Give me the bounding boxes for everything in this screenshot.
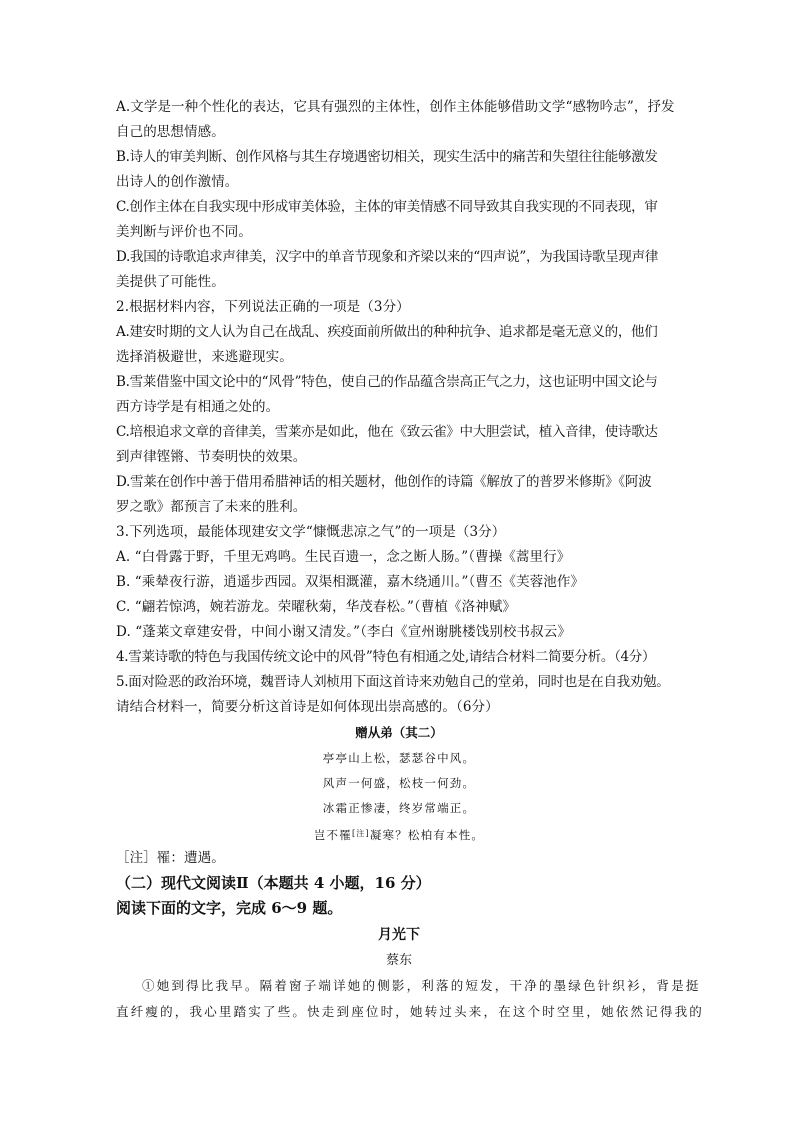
poem-line-4 <box>116 821 682 846</box>
q2-option-c-line-2: 到声律铿锵、节奏明快的效果。 <box>116 449 307 465</box>
poem-line-4-end: 凝寒？松柏有本性。 <box>369 828 485 842</box>
option-a-line-2: 自己的思想情感。 <box>116 124 225 140</box>
q2-option-b-line-2: 西方诗学是有相通之处的。 <box>116 399 280 415</box>
question-1-options <box>116 95 682 295</box>
q2-option-a-line-1: A.建安时期的文人认为自己在战乱、疾疫面前所做出的种种抗争、追求都是毫无意义的，他们 <box>116 324 658 340</box>
story-author: 蔡东 <box>385 953 412 968</box>
option-d-line-2: 美提供了可能性。 <box>116 274 225 290</box>
poem-line-2: 风声一何盛，松枝一何劲。 <box>322 776 476 790</box>
section-heading: （二）现代文阅读Ⅱ（本题共 4 小题，16 分） <box>116 874 431 892</box>
story-paragraph-1-line-2: 直纤瘦的，我心里踏实了些。快走到座位时，她转过头来，在这个时空里，她依然记得我的 <box>116 1004 705 1019</box>
q2-option-d-line-1: D.雪莱在创作中善于借用希腊神话的相关题材，他创作的诗篇《解放了的普罗米修斯》《阿波 <box>116 474 652 490</box>
option-c-line-2: 美判断与评价也不同。 <box>116 224 252 240</box>
poem-footnote: ［注］罹：遭遇。 <box>116 850 225 866</box>
question-5 <box>116 670 682 720</box>
option-b-line-2: 出诗人的创作激情。 <box>116 174 239 190</box>
question-5-line-1: 5.面对险恶的政治环境，魏晋诗人刘桢用下面这首诗来劝勉自己的堂弟，同时也是在自我劝勉。 <box>116 674 670 690</box>
q2-option-d-line-2: 罗之歌》都预言了未来的胜利。 <box>116 499 307 515</box>
q3-option-b: B. “乘辇夜行游，逍遥步西园。双渠相溉灌，嘉木绕通川。”（曹丕《芙蓉池作》 <box>116 574 585 590</box>
q2-option-a-line-2: 选择消极避世，来逃避现实。 <box>116 349 293 365</box>
section-instruction: 阅读下面的文字，完成 6～9 题。 <box>116 899 343 917</box>
option-b-line-1: B.诗人的审美判断、创作风格与其生存境遇密切相关，现实生活中的痛苦和失望往往能够激发 <box>116 149 658 165</box>
question-2 <box>116 295 682 520</box>
question-2-stem: 2.根据材料内容，下列说法正确的一项是（3分） <box>116 299 410 315</box>
story-paragraph-1-line-1: ①她到得比我早。隔着窗子端详她的侧影，利落的短发，干净的墨绿色针织衫，背是挺 <box>142 978 701 993</box>
q3-option-d: D. “蓬莱文章建安骨，中间小谢又清发。”（李白《宣州谢朓楼饯别校书叔云》 <box>116 624 571 640</box>
poem-line-4-start: 岂不罹 <box>313 828 352 842</box>
q2-option-b-line-1: B.雪莱借鉴中国文论中的“风骨”特色，使自己的作品蕴含崇高正气之力，这也证明中国文论与 <box>116 374 658 390</box>
question-4: 4.雪莱诗歌的特色与我国传统文论中的风骨”特色有相通之处,请结合材料二简要分析。（4分） <box>116 649 656 665</box>
question-3-stem: 3.下列选项，最能体现建安文学“慷慨悲凉之气”的一项是（3分） <box>116 524 506 540</box>
poem-line-1: 亭亭山上松，瑟瑟谷中风。 <box>322 751 476 765</box>
exam-page <box>116 95 705 1025</box>
option-a-line-1: A.文学是一种个性化的表达，它具有强烈的主体性，创作主体能够借助文学“感物吟志”，抒发 <box>116 99 675 115</box>
option-d-line-1: D.我国的诗歌追求声律美，汉字中的单音节现象和齐梁以来的“四声说”，为我国诗歌呈现声律 <box>116 249 659 265</box>
question-5-line-2: 请结合材料一，简要分析这首诗是如何体现出崇高感的。（6分） <box>116 699 499 715</box>
story-title: 月光下 <box>378 927 420 943</box>
q3-option-a: A. “白骨露于野，千里无鸡鸣。生民百遗一，念之断人肠。”（曹操《蒿里行》 <box>116 549 571 565</box>
poem-line-3: 冰霜正惨凄，终岁常端正。 <box>322 801 476 815</box>
q3-option-c: C. “翩若惊鸿，婉若游龙。荣曜秋菊，华茂春松。”（曹植《洛神赋》 <box>116 599 517 615</box>
q2-option-c-line-1: C.培根追求文章的音律美，雪莱亦是如此，他在《致云雀》中大胆尝试，植入音律，使诗歌达 <box>116 424 658 440</box>
poem-title: 赠从弟（其二） <box>355 725 443 740</box>
question-3 <box>116 520 682 645</box>
footnote-marker: [注] <box>351 829 370 838</box>
poem <box>116 720 682 846</box>
option-c-line-1: C.创作主体在自我实现中形成审美体验，主体的审美情感不同导致其自我实现的不同表现，审 <box>116 199 658 215</box>
